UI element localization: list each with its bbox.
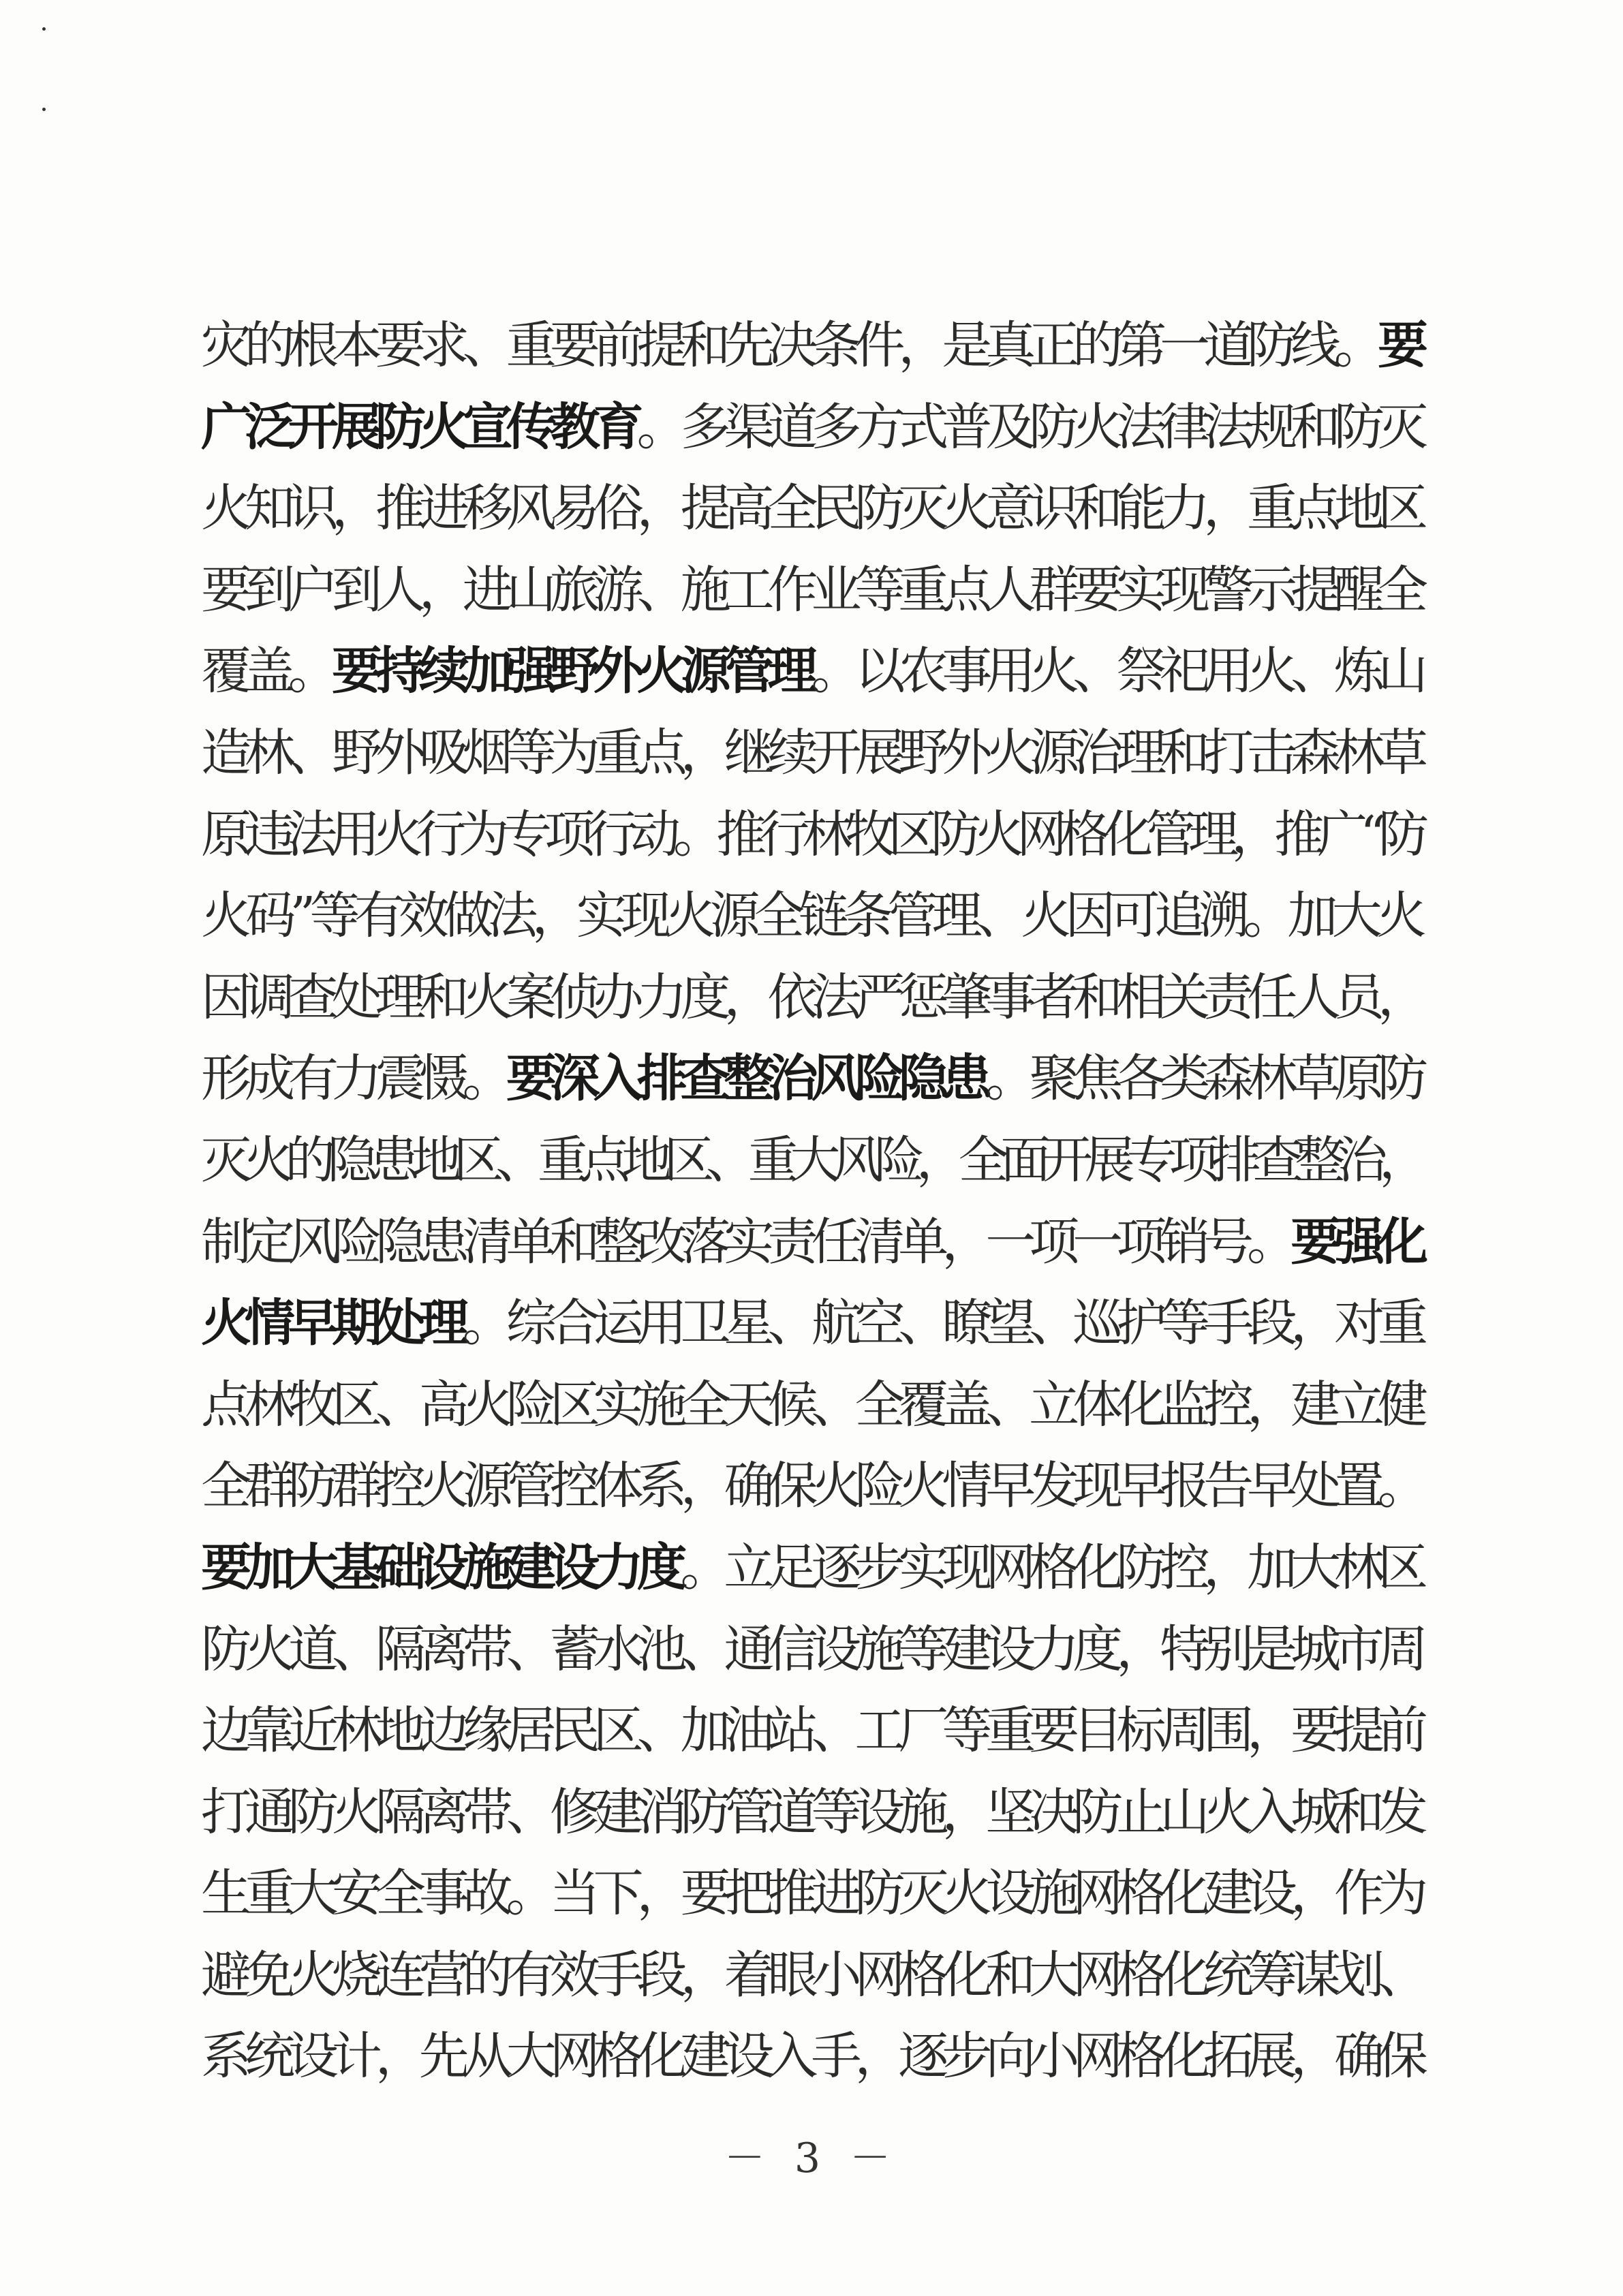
- bold-heading-run: 火情早期处理: [201, 1294, 463, 1353]
- text-line: [201, 2016, 1421, 2098]
- text-line: [201, 1935, 1421, 2017]
- text-line: [201, 1202, 1421, 1284]
- text-line: [201, 1772, 1421, 1854]
- text-line: [201, 1853, 1421, 1935]
- text-line: [201, 1690, 1421, 1772]
- text-run: 。综合运用卫星、航空、瞭望、巡护等手段，对重: [462, 1294, 1421, 1353]
- text-line: [201, 1609, 1421, 1691]
- text-run: 因调查处理和火案侦办力度，依法严惩肇事者和相关责任人员，: [201, 967, 1421, 1027]
- scan-dot: [42, 108, 46, 111]
- text-line: [201, 631, 1421, 713]
- text-run: 系统设计，先从大网格化建设入手，逐步向小网格化拓展，确保: [201, 2027, 1421, 2086]
- text-run: 形成有力震慑。: [201, 1049, 506, 1108]
- text-run: 灾的根本要求、重要前提和先决条件，是真正的第一道防线。: [201, 316, 1378, 375]
- text-run: 覆盖。: [201, 642, 332, 701]
- text-line: [201, 387, 1421, 469]
- text-run: 边靠近林地边缘居民区、加油站、工厂等重要目标周围，要提前: [201, 1701, 1421, 1760]
- bold-heading-run: 要: [1378, 316, 1421, 375]
- text-run: 。以农事用火、祭祀用火、炼山: [811, 642, 1421, 701]
- text-run: 点林牧区、高火险区实施全天候、全覆盖、立体化监控，建立健: [201, 1375, 1421, 1434]
- text-line: [201, 794, 1421, 876]
- bold-heading-run: 广泛开展防火宣传教育: [201, 397, 637, 456]
- text-line: [201, 305, 1421, 387]
- text-run: 避免火烧连营的有效手段，着眼小网格化和大网格化统筹谋划、: [201, 1945, 1421, 2004]
- body-paragraph: [201, 305, 1421, 2098]
- text-run: 要到户到人，进山旅游、施工作业等重点人群要实现警示提醒全: [201, 560, 1421, 619]
- text-run: 。聚焦各类森林草原防: [985, 1049, 1421, 1108]
- bold-heading-run: 要持续加强野外火源管理: [331, 642, 812, 701]
- text-run: 全群防群控火源管控体系，确保火险火情早发现早报告早处置。: [201, 1457, 1421, 1516]
- text-line: [201, 1446, 1421, 1527]
- text-run: 。立足逐步实现网格化防控，加大林区: [680, 1538, 1421, 1597]
- text-line: [201, 875, 1421, 957]
- text-line: [201, 713, 1421, 794]
- text-line: [201, 468, 1421, 550]
- bold-heading-run: 要深入排查整治风险隐患: [506, 1049, 986, 1108]
- text-run: 原违法用火行为专项行动。推行林牧区防火网格化管理，推广“防: [201, 805, 1421, 864]
- text-run: 火知识，推进移风易俗，提高全民防灭火意识和能力，重点地区: [201, 479, 1421, 538]
- text-run: 灭火的隐患地区、重点地区、重大风险，全面开展专项排查整治，: [201, 1130, 1421, 1190]
- text-line: [201, 1527, 1421, 1609]
- text-run: 打通防火隔离带、修建消防管道等设施，坚决防止山火入城和发: [201, 1782, 1421, 1842]
- scan-dot: [42, 27, 46, 31]
- text-run: 。多渠道多方式普及防火法律法规和防灭: [636, 397, 1421, 456]
- text-line: [201, 1365, 1421, 1446]
- bold-heading-run: 要加大基础设施建设力度: [201, 1538, 681, 1597]
- text-line: [201, 1283, 1421, 1365]
- page-number: － 3 －: [724, 2135, 899, 2182]
- bold-heading-run: 要强化: [1290, 1212, 1421, 1271]
- text-run: 造林、野外吸烟等为重点，继续开展野外火源治理和打击森林草: [201, 723, 1421, 782]
- text-line: [201, 1038, 1421, 1120]
- text-line: [201, 550, 1421, 632]
- text-line: [201, 957, 1421, 1039]
- text-run: 制定风险隐患清单和整改落实责任清单，一项一项销号。: [201, 1212, 1291, 1271]
- text-run: 火码”等有效做法，实现火源全链条管理、火因可追溯。加大火: [201, 886, 1421, 946]
- text-line: [201, 1120, 1421, 1202]
- text-run: 生重大安全事故。当下，要把推进防灭火设施网格化建设，作为: [201, 1864, 1421, 1923]
- text-run: 防火道、隔离带、蓄水池、通信设施等建设力度，特别是城市周: [201, 1619, 1421, 1679]
